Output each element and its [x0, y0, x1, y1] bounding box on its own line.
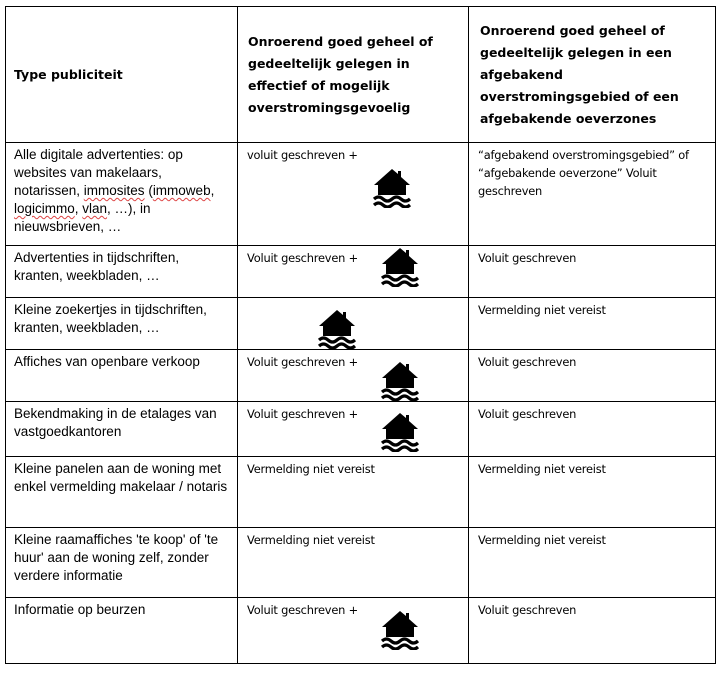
cell-text	[238, 298, 468, 301]
type-cell	[6, 246, 238, 298]
cell-text: Vermelding niet vereist	[478, 303, 606, 317]
flood-sensitive-cell	[238, 298, 469, 350]
delineated-area-cell	[469, 350, 716, 402]
cell-text: Voluit geschreven	[478, 355, 577, 369]
flood-sensitive-cell	[238, 143, 469, 246]
cell-text: Vermelding niet vereist	[478, 462, 606, 476]
delineated-area-cell	[469, 402, 716, 457]
type-cell	[6, 402, 238, 457]
type-text: Bekendmaking in de etalages van vastgoedkantoren	[14, 406, 217, 439]
header-type: Type publiciteit	[14, 66, 123, 82]
table-row	[6, 298, 716, 350]
flood-sensitive-cell	[238, 598, 469, 664]
cell-text: “afgebakend overstromingsgebied” of “afgebakende oeverzone” Voluit geschreven	[478, 148, 689, 198]
header-delineated-area: Onroerend goed geheel of gedeeltelijk gelegen in een afgebakend overstromingsgebied of een afgebakende oeverzones	[480, 22, 679, 126]
flood-sensitive-cell	[238, 528, 469, 598]
type-text: Advertenties in tijdschriften, kranten, weekbladen, …	[14, 250, 180, 283]
flood-sensitive-cell	[238, 246, 469, 298]
flood-house-icon	[381, 412, 419, 452]
publicity-table	[5, 6, 716, 664]
delineated-area-cell	[469, 298, 716, 350]
type-text: Informatie op beurzen	[14, 602, 146, 617]
header-cell	[238, 7, 469, 143]
delineated-area-cell	[469, 143, 716, 246]
cell-text: voluit geschreven +	[247, 148, 358, 162]
cell-text: Vermelding niet vereist	[247, 533, 375, 547]
cell-text: Voluit geschreven +	[247, 407, 358, 421]
table-header-row	[6, 7, 716, 143]
delineated-area-cell	[469, 457, 716, 528]
type-cell	[6, 598, 238, 664]
header-cell	[6, 7, 238, 143]
flood-house-icon	[373, 168, 468, 208]
delineated-area-cell	[469, 598, 716, 664]
cell-text: Voluit geschreven +	[247, 603, 358, 617]
table-row	[6, 143, 716, 246]
header-cell	[469, 7, 716, 143]
cell-text: Vermelding niet vereist	[478, 533, 606, 547]
flood-sensitive-cell	[238, 350, 469, 402]
cell-text: Voluit geschreven +	[247, 355, 358, 369]
table-row	[6, 350, 716, 402]
cell-text: Voluit geschreven +	[247, 251, 358, 265]
table-row	[6, 598, 716, 664]
type-cell	[6, 298, 238, 350]
cell-text: Voluit geschreven	[478, 407, 577, 421]
flood-house-icon	[381, 361, 419, 401]
delineated-area-cell	[469, 246, 716, 298]
type-cell	[6, 528, 238, 598]
type-cell	[6, 350, 238, 402]
flood-sensitive-cell	[238, 457, 469, 528]
cell-text: Voluit geschreven	[478, 251, 577, 265]
header-flood-sensitive: Onroerend goed geheel of gedeeltelijk gelegen in effectief of mogelijk overstromingsgevoelig	[248, 33, 433, 115]
flood-house-icon	[318, 309, 356, 349]
flood-sensitive-cell	[238, 402, 469, 457]
flood-house-icon	[381, 610, 419, 650]
table-row	[6, 528, 716, 598]
type-text: Kleine raamaffiches 'te koop' of 'te huur' aan de woning zelf, zonder verdere informatie	[14, 532, 219, 583]
type-text: Alle digitale advertenties: op websites van makelaars, notarissen, immosites (immoweb, logicimmo, vlan, …), in nieuwsbrieven, …	[14, 147, 215, 234]
type-cell	[6, 457, 238, 528]
delineated-area-cell	[469, 528, 716, 598]
type-text: Kleine panelen aan de woning met enkel vermelding makelaar / notaris	[14, 461, 228, 494]
cell-text: Voluit geschreven	[478, 603, 577, 617]
table-row	[6, 246, 716, 298]
type-cell	[6, 143, 238, 246]
flood-house-icon	[381, 247, 419, 287]
cell-text: Vermelding niet vereist	[247, 462, 375, 476]
table-row	[6, 402, 716, 457]
type-text: Kleine zoekertjes in tijdschriften, kranten, weekbladen, …	[14, 302, 207, 335]
type-text: Affiches van openbare verkoop	[14, 354, 200, 369]
table-row	[6, 457, 716, 528]
